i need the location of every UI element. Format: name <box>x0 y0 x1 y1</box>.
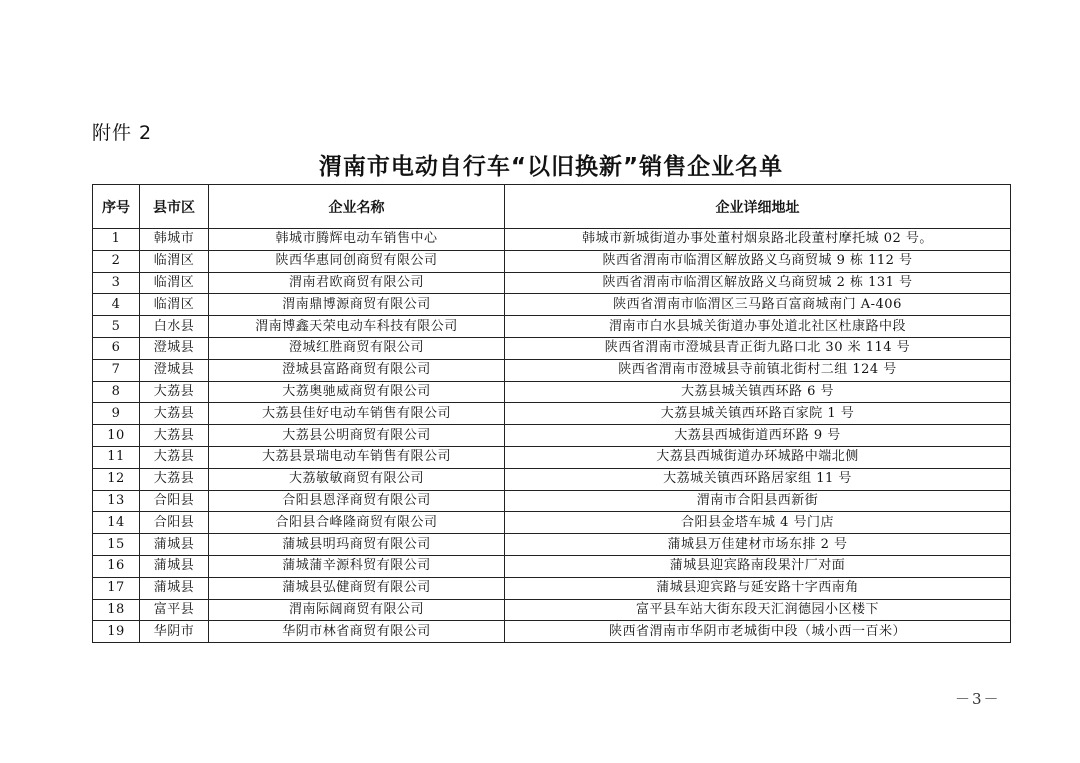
row-company-name: 渭南君欧商贸有限公司 <box>209 272 505 294</box>
row-index: 16 <box>93 555 140 577</box>
row-index: 19 <box>93 621 140 643</box>
table-row <box>93 294 1011 316</box>
table-row <box>93 534 1011 556</box>
table-row <box>93 250 1011 272</box>
row-address: 蒲城县迎宾路与延安路十字西南角 <box>505 577 1011 599</box>
row-address: 陕西省渭南市华阴市老城街中段（城小西一百米） <box>505 621 1011 643</box>
row-index: 12 <box>93 468 140 490</box>
row-address: 大荔县城关镇西环路百家院 1 号 <box>505 403 1011 425</box>
row-index: 15 <box>93 534 140 556</box>
enterprise-table <box>92 184 1011 643</box>
row-address: 陕西省渭南市临渭区解放路义乌商贸城 9 栋 112 号 <box>505 250 1011 272</box>
row-address: 大荔县城关镇西环路 6 号 <box>505 381 1011 403</box>
row-index: 9 <box>93 403 140 425</box>
row-address: 陕西省渭南市临渭区解放路义乌商贸城 2 栋 131 号 <box>505 272 1011 294</box>
row-address: 合阳县金塔车城 4 号门店 <box>505 512 1011 534</box>
row-company-name: 渭南博鑫天荣电动车科技有限公司 <box>209 316 505 338</box>
row-district: 临渭区 <box>140 272 209 294</box>
row-district: 华阴市 <box>140 621 209 643</box>
row-company-name: 陕西华惠同创商贸有限公司 <box>209 250 505 272</box>
row-address: 陕西省渭南市临渭区三马路百富商城南门 A-406 <box>505 294 1011 316</box>
table-row <box>93 337 1011 359</box>
row-address: 大荔城关镇西环路居家组 11 号 <box>505 468 1011 490</box>
row-company-name: 渭南鼎博源商贸有限公司 <box>209 294 505 316</box>
row-index: 2 <box>93 250 140 272</box>
row-district: 澄城县 <box>140 337 209 359</box>
row-company-name: 蒲城县弘健商贸有限公司 <box>209 577 505 599</box>
row-company-name: 大荔县景瑞电动车销售有限公司 <box>209 446 505 468</box>
header-company-name: 企业名称 <box>209 185 505 229</box>
row-company-name: 大荔县公明商贸有限公司 <box>209 425 505 447</box>
row-address: 渭南市合阳县西新街 <box>505 490 1011 512</box>
row-district: 大荔县 <box>140 446 209 468</box>
row-index: 7 <box>93 359 140 381</box>
row-index: 5 <box>93 316 140 338</box>
row-company-name: 澄城县富路商贸有限公司 <box>209 359 505 381</box>
row-district: 白水县 <box>140 316 209 338</box>
row-address: 富平县车站大街东段天汇润德园小区楼下 <box>505 599 1011 621</box>
page-number: －3－ <box>955 690 1001 708</box>
table-row <box>93 425 1011 447</box>
row-district: 澄城县 <box>140 359 209 381</box>
header-address: 企业详细地址 <box>505 185 1011 229</box>
row-district: 富平县 <box>140 599 209 621</box>
header-district: 县市区 <box>140 185 209 229</box>
table-row <box>93 621 1011 643</box>
row-index: 14 <box>93 512 140 534</box>
attachment-label: 附件 2 <box>92 122 153 144</box>
row-district: 合阳县 <box>140 512 209 534</box>
row-company-name: 大荔县佳好电动车销售有限公司 <box>209 403 505 425</box>
row-address: 大荔县西城街道西环路 9 号 <box>505 425 1011 447</box>
table-row <box>93 272 1011 294</box>
table-row <box>93 359 1011 381</box>
row-company-name: 渭南际阔商贸有限公司 <box>209 599 505 621</box>
row-company-name: 合阳县恩泽商贸有限公司 <box>209 490 505 512</box>
row-company-name: 大荔奥驰威商贸有限公司 <box>209 381 505 403</box>
row-company-name: 大荔敏敏商贸有限公司 <box>209 468 505 490</box>
row-district: 蒲城县 <box>140 534 209 556</box>
table-row <box>93 468 1011 490</box>
document-title: 渭南市电动自行车“以旧换新”销售企业名单 <box>318 154 784 180</box>
row-index: 11 <box>93 446 140 468</box>
row-district: 蒲城县 <box>140 577 209 599</box>
row-index: 6 <box>93 337 140 359</box>
row-index: 17 <box>93 577 140 599</box>
row-index: 4 <box>93 294 140 316</box>
row-district: 蒲城县 <box>140 555 209 577</box>
row-index: 18 <box>93 599 140 621</box>
row-district: 临渭区 <box>140 294 209 316</box>
row-district: 大荔县 <box>140 468 209 490</box>
row-district: 大荔县 <box>140 403 209 425</box>
row-company-name: 澄城红胜商贸有限公司 <box>209 337 505 359</box>
row-company-name: 蒲城蒲辛源科贸有限公司 <box>209 555 505 577</box>
row-index: 1 <box>93 229 140 251</box>
row-company-name: 华阴市林省商贸有限公司 <box>209 621 505 643</box>
table-row <box>93 555 1011 577</box>
row-company-name: 韩城市腾辉电动车销售中心 <box>209 229 505 251</box>
row-address: 渭南市白水县城关街道办事处道北社区杜康路中段 <box>505 316 1011 338</box>
row-district: 大荔县 <box>140 425 209 447</box>
row-index: 10 <box>93 425 140 447</box>
table-row <box>93 490 1011 512</box>
row-index: 3 <box>93 272 140 294</box>
table-row <box>93 599 1011 621</box>
table-row <box>93 403 1011 425</box>
row-district: 韩城市 <box>140 229 209 251</box>
row-district: 大荔县 <box>140 381 209 403</box>
row-company-name: 蒲城县明玛商贸有限公司 <box>209 534 505 556</box>
row-address: 陕西省渭南市澄城县青正街九路口北 30 米 114 号 <box>505 337 1011 359</box>
table-row <box>93 577 1011 599</box>
row-index: 8 <box>93 381 140 403</box>
row-company-name: 合阳县合峰隆商贸有限公司 <box>209 512 505 534</box>
table-body <box>93 229 1011 643</box>
header-index: 序号 <box>93 185 140 229</box>
table-row <box>93 316 1011 338</box>
row-district: 临渭区 <box>140 250 209 272</box>
row-address: 蒲城县万佳建材市场东排 2 号 <box>505 534 1011 556</box>
row-index: 13 <box>93 490 140 512</box>
table-row <box>93 381 1011 403</box>
table-header-row <box>93 185 1011 229</box>
row-address: 陕西省渭南市澄城县寺前镇北街村二组 124 号 <box>505 359 1011 381</box>
row-address: 大荔县西城街道办环城路中端北侧 <box>505 446 1011 468</box>
row-address: 韩城市新城街道办事处董村烟泉路北段董村摩托城 02 号。 <box>505 229 1011 251</box>
row-district: 合阳县 <box>140 490 209 512</box>
table-row <box>93 512 1011 534</box>
row-address: 蒲城县迎宾路南段果汁厂对面 <box>505 555 1011 577</box>
table-row <box>93 229 1011 251</box>
table-row <box>93 446 1011 468</box>
